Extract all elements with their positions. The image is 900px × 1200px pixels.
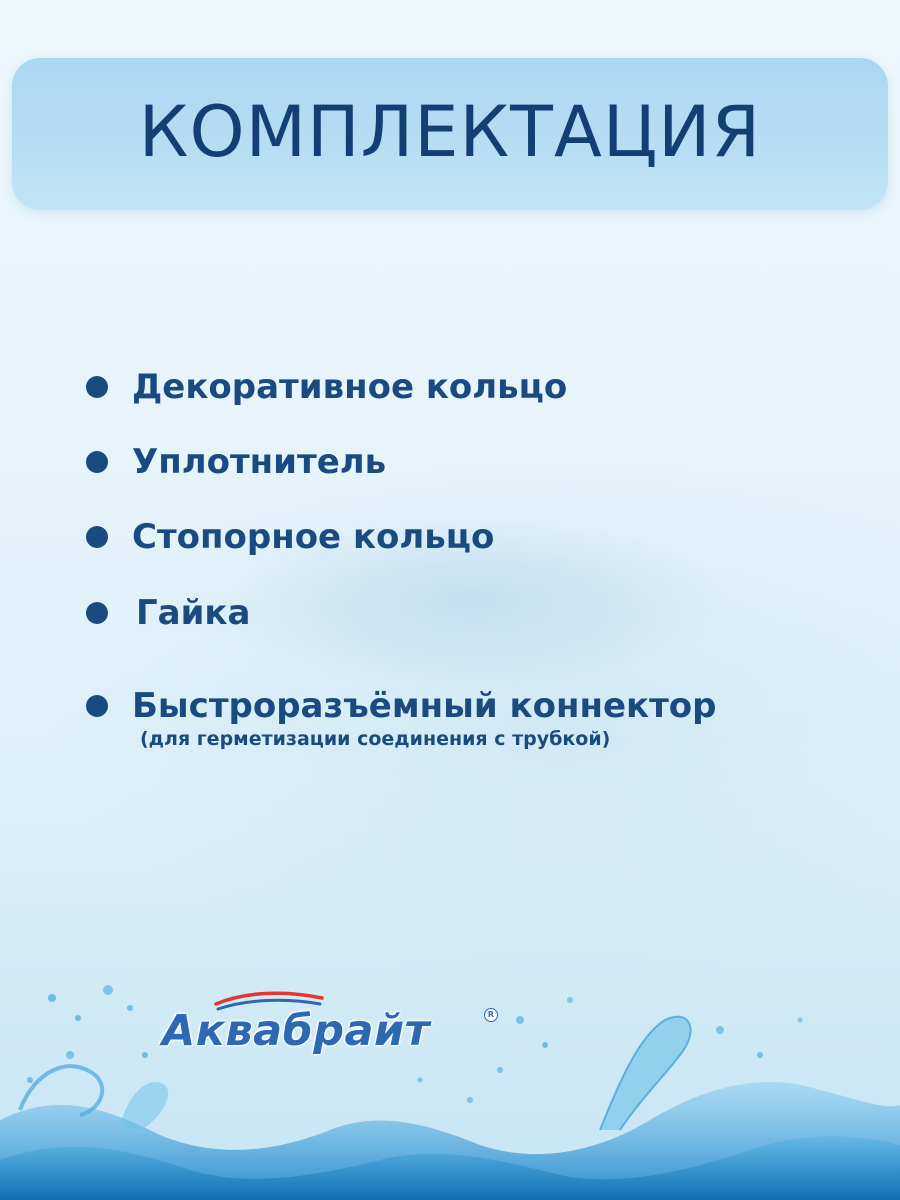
list-item (86, 676, 717, 736)
list-item-label: Уплотнитель (132, 442, 387, 482)
list-item-note: (для герметизации соединения с трубкой) (140, 728, 611, 750)
bullet-icon (86, 451, 108, 473)
page-title: КОМПЛЕКТАЦИЯ (138, 91, 762, 173)
list-item (86, 583, 250, 643)
brand-name: Аквабрайт (162, 1006, 431, 1056)
bullet-icon (86, 526, 108, 548)
list-item (86, 507, 494, 567)
list-item-label: Стопорное кольцо (132, 517, 495, 557)
bullet-icon (86, 695, 108, 717)
list-item (86, 432, 386, 492)
brand-logo (162, 988, 502, 1060)
bullet-icon (86, 602, 108, 624)
list-item-label: Гайка (136, 593, 251, 633)
list-item-label: Декоративное кольцо (132, 367, 568, 407)
list-item-label: Быстроразъёмный коннектор (132, 686, 717, 726)
bullet-icon (86, 376, 108, 398)
registered-mark-icon: R (484, 1008, 498, 1022)
list-item (86, 357, 567, 417)
